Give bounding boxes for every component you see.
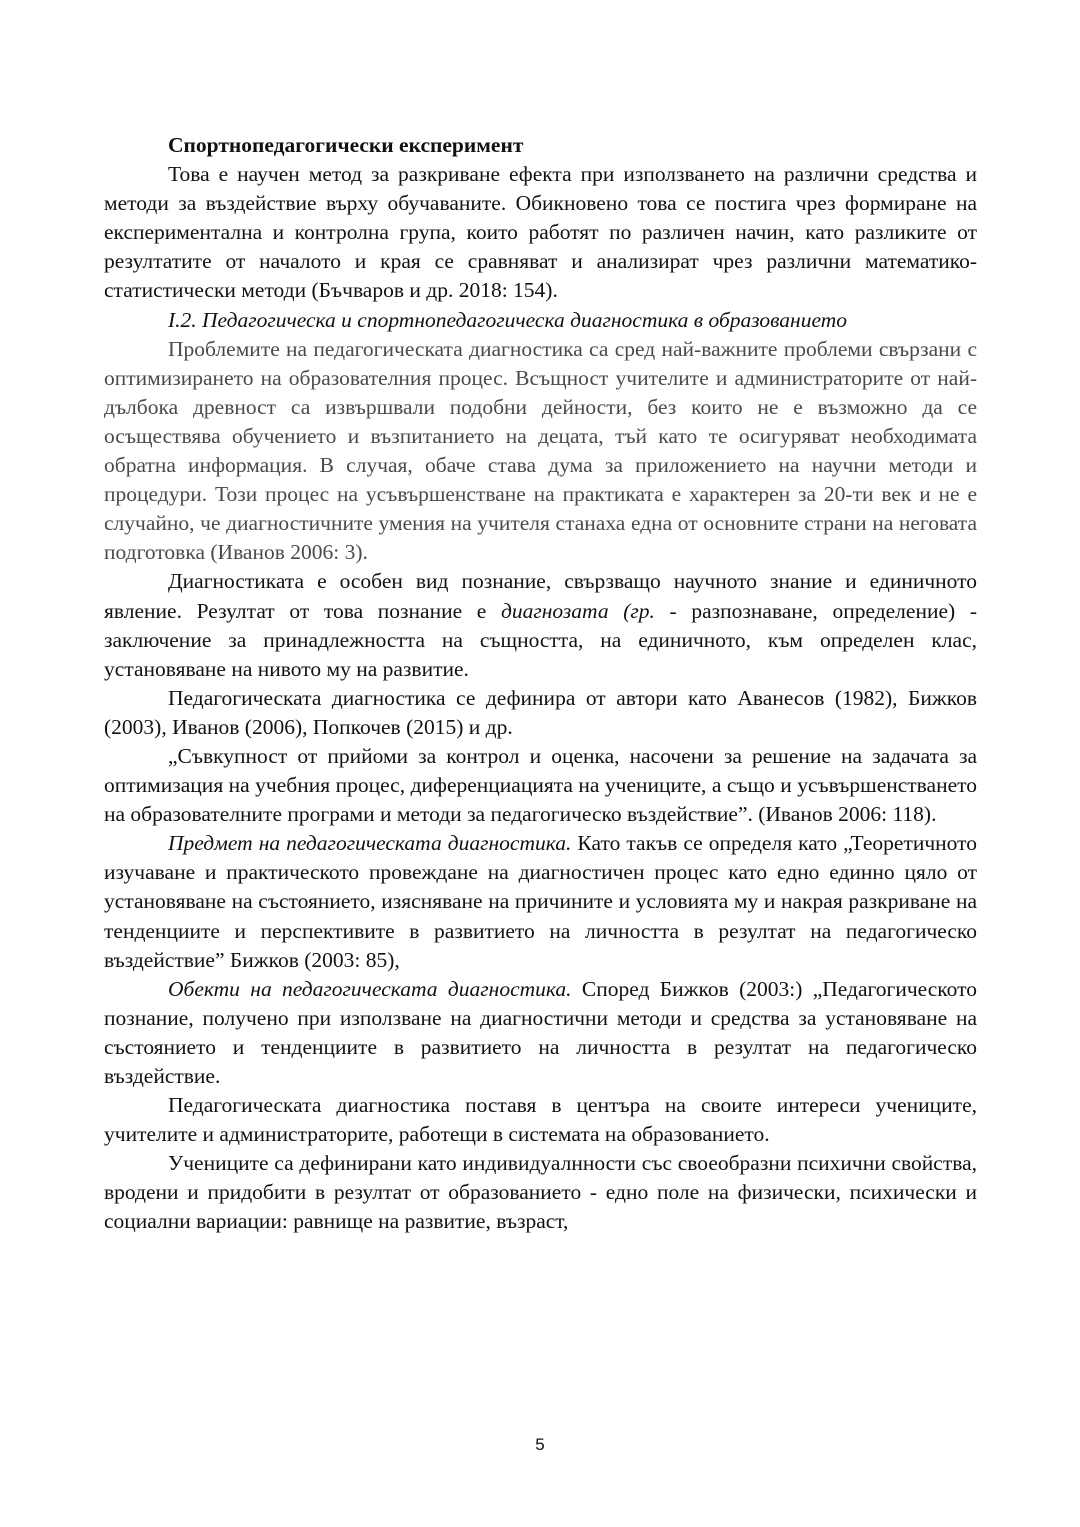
paragraph-subject (104, 829, 977, 974)
emphasis-diagnosis: диагнозата (гр. (501, 598, 655, 623)
paragraph-experiment: Това е научен метод за разкриване ефекта при използването на различни средства и методи за въздействие върху обучаваните. Обикновено това се постига чрез формиране на експериментална и контролна група, които работят по различен начин, като разликите от резултатите от началото и края се сравняват и анализират чрез различни математико-статистически методи (Бъчваров и др. 2018: 154). (104, 162, 977, 303)
section-title: I.2. Педагогическа и спортнопедагогическа диагностика в образованието (168, 307, 847, 332)
paragraph-quote: „Съвкупност от прийоми за контрол и оценка, насочени за решение на задачата за оптимизация на учебния процес, диференциацията на учениците, а също и усъвършенстването на образователните програми и методи за педагогическо въздействие”. (Иванов 2006: 118). (104, 743, 977, 827)
paragraph-diagnostics-problems: Проблемите на педагогическата диагностика са сред най-важните проблеми свързани с оптимизирането на образователния процес. Всъщност учителите и администраторите от най-дълбока древност са извършвали подобни дейности, без които не е възможно да се осъществява обучението и възпитанието на децата, тъй като те осигуряват необходимата обратна информация. В случая, обаче става дума за приложението на научни методи и процедури. Този процес на усъвършенстване на практиката е характерен за 20-ти век и не е случайно, че диагностичните умения на учителя станаха една от основните страни на неговата подготовка (Иванов 2006: 3). (104, 336, 977, 565)
emphasis-subject: Предмет на педагогическата диагностика. (168, 831, 572, 856)
heading-experiment: Спортнопедагогически експеримент (168, 133, 524, 157)
paragraph-text: - разпознаване, определение) - заключение за принадлежността на същността, на единичното, към определен клас, установяване на нивото му на развитие. (104, 598, 977, 681)
paragraph-text: Като такъв се определя като „Теоретичното изучаване и практическото провеждане на диагностичен процес като едно единно цяло от установяване на състоянието, изясняване на причините и условията му и накрая разкриване на тенденциите и перспективите в развитието на личността в резултат на педагогическо въздействие” Бижков (2003: 85), (104, 831, 977, 972)
paragraph-diagnostics-definition (104, 567, 977, 683)
paragraph-center-of-interest: Педагогическата диагностика поставя в центъра на своите интереси учениците, учителите и администраторите, работещи в системата на образованието. (104, 1093, 977, 1147)
paragraph-text: Според Бижков (2003:) „Педагогическото познание, получено при използване на диагностични методи и средства за установяване на състоянието и тенденциите в развитието на личността в резултат на педагогическо въздействие. (104, 976, 977, 1088)
document-page (104, 131, 977, 1237)
paragraph-text: Диагностиката е особен вид познание, свързващо научното знание и единичното явление. Резултат от това познание е (104, 569, 977, 623)
paragraph-students: Учениците са дефинирани като индивидуалнности със своеобразни психични свойства, вродени и придобити в резултат от образованието - едно поле на физически, психически и социални вариации: равнище на развитие, възраст, (104, 1151, 977, 1234)
emphasis-objects: Обекти на педагогическата диагностика. (168, 976, 572, 1001)
paragraph-objects (104, 975, 977, 1091)
page-number: 5 (535, 1435, 545, 1454)
paragraph-authors: Педагогическата диагностика се дефинира от автори като Аванесов (1982), Бижков (2003), Иванов (2006), Попкочев (2015) и др. (104, 685, 977, 739)
